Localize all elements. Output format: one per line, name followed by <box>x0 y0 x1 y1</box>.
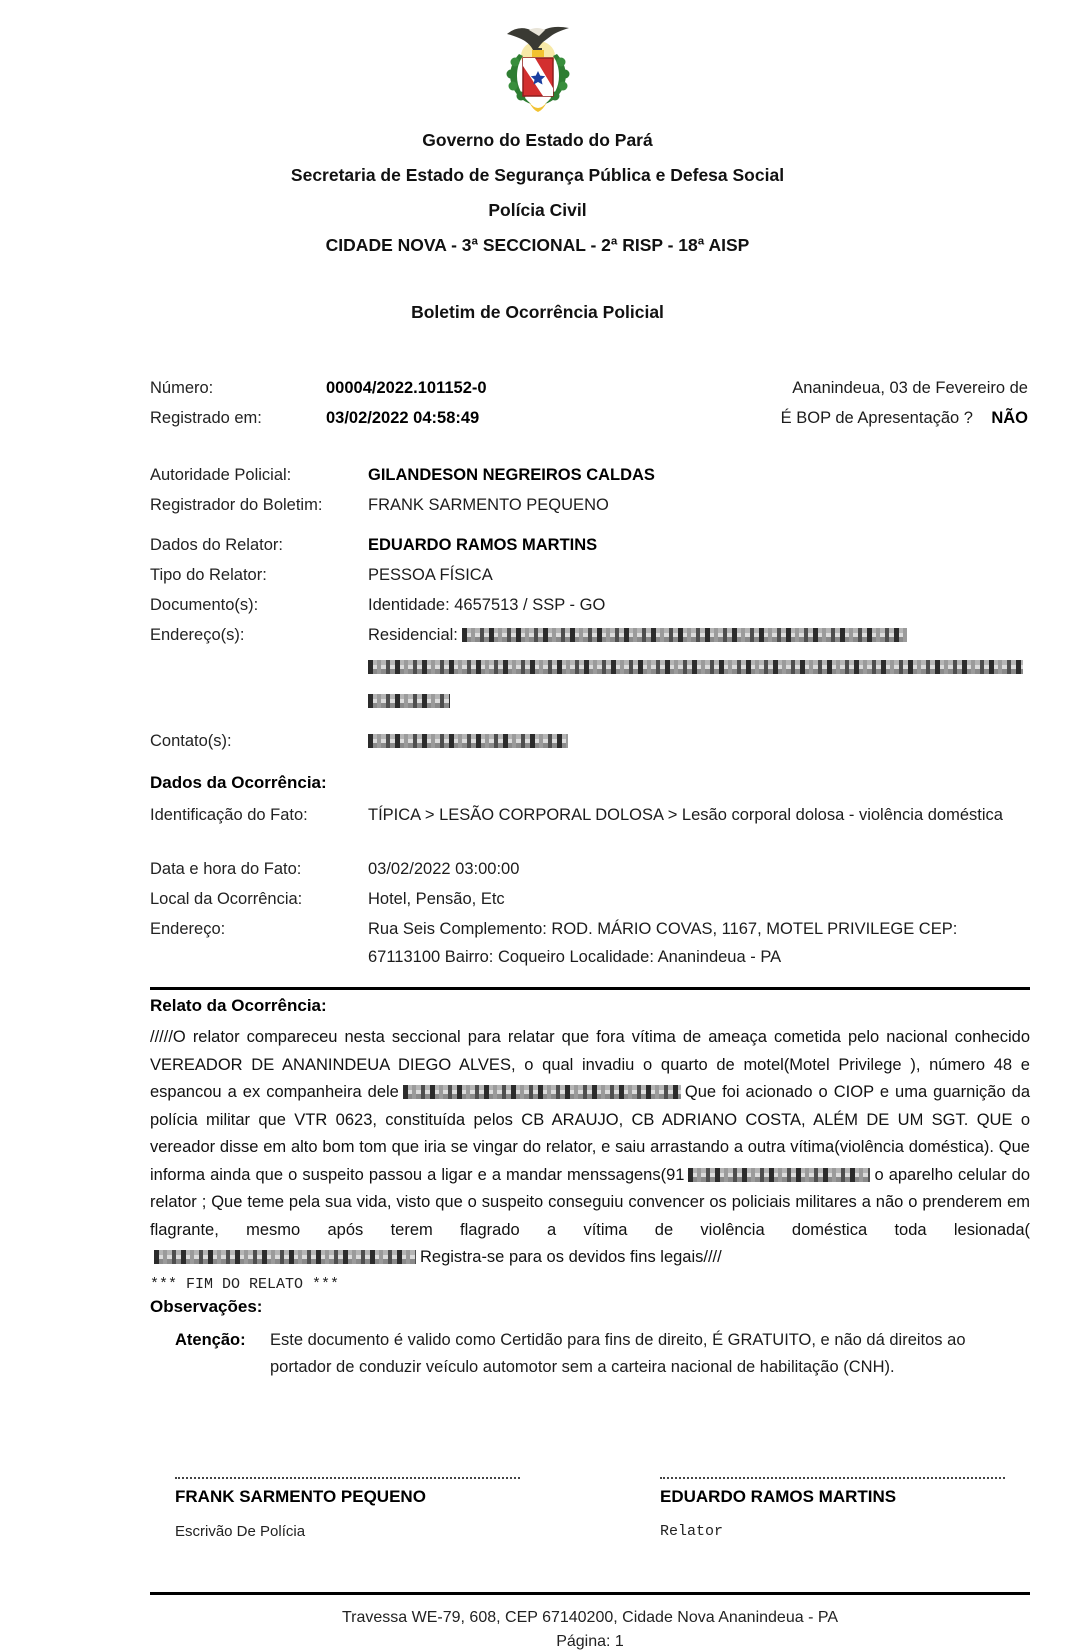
residencial-label: Residencial: <box>368 626 458 644</box>
signature-left <box>175 1477 520 1540</box>
registrador-value: FRANK SARMENTO PEQUENO <box>368 496 609 514</box>
signature-left-name: FRANK SARMENTO PEQUENO <box>175 1486 426 1506</box>
local-label: Local da Ocorrência: <box>150 890 303 908</box>
section-divider <box>150 987 1030 990</box>
signatures-block <box>150 1477 1030 1540</box>
parties-block <box>150 461 1030 755</box>
signature-left-role: Escrivão De Polícia <box>175 1522 306 1540</box>
signature-right <box>660 1477 1005 1540</box>
ocorrencia-section-title: Dados da Ocorrência: <box>150 773 327 792</box>
numero-label: Número: <box>150 379 214 397</box>
relato-section-title: Relato da Ocorrência: <box>150 996 327 1015</box>
local-value: Hotel, Pensão, Etc <box>368 890 505 908</box>
data-fato-value: 03/02/2022 03:00:00 <box>368 860 520 878</box>
redaction-block <box>368 734 568 748</box>
registrado-value: 03/02/2022 04:58:49 <box>326 409 480 427</box>
numero-value: 00004/2022.101152-0 <box>326 379 487 397</box>
redaction-block <box>154 1250 416 1264</box>
atencao-block <box>150 1327 1030 1381</box>
bop-label: É BOP de Apresentação ? <box>780 409 973 427</box>
document-title: Boletim de Ocorrência Policial <box>411 302 664 322</box>
signature-right-role: Relator <box>660 1522 724 1540</box>
identificacao-value: TÍPICA > LESÃO CORPORAL DOLOSA > Lesão corporal dolosa - violência doméstica <box>368 806 1003 824</box>
secretaria-title: Secretaria de Estado de Segurança Pública e Defesa Social <box>290 165 785 185</box>
documentos-value: Identidade: 4657513 / SSP - GO <box>368 596 606 614</box>
relato-text-2: Que foi acionado o CIOP e uma guarnição da polícia militar que VTR 0623, constituída pelos CB ARAUJO, CB ADRIANO COSTA, ALÉM DE UM SGT. QUE o vereador disse em alto bom tom que iria se vingar do relator, e saiu arrastando a outra vítima(violência doméstica). Que informa ainda que o suspeito passou a ligar e a mandar menssagens(91 <box>150 1083 1031 1184</box>
para-coat-of-arms-icon <box>499 22 577 116</box>
registration-block <box>150 375 1030 431</box>
policia-title: Polícia Civil <box>488 200 587 220</box>
footer-address: Travessa WE-79, 608, CEP 67140200, Cidade Nova Ananindeua - PA <box>341 1608 838 1626</box>
documentos-label: Documento(s): <box>150 596 259 614</box>
relato-text-4: Registra-se para os devidos fins legais//// <box>420 1248 722 1266</box>
redaction-block <box>403 1085 681 1099</box>
data-fato-label: Data e hora do Fato: <box>150 860 302 878</box>
gov-title: Governo do Estado do Pará <box>422 130 653 150</box>
bop-question <box>726 405 1030 431</box>
enderecos-label: Endereço(s): <box>150 626 245 644</box>
signature-dotted-line <box>660 1477 1005 1479</box>
endereco-fato-label: Endereço: <box>150 920 226 938</box>
registrado-label: Registrado em: <box>150 409 262 427</box>
contatos-value <box>368 727 1030 755</box>
tipo-relator-value: PESSOA FÍSICA <box>368 566 493 584</box>
enderecos-value <box>368 621 1030 721</box>
endereco-fato-value: Rua Seis Complemento: ROD. MÁRIO COVAS, 1167, MOTEL PRIVILEGE CEP: 67113100 Bairro: Coqueiro Localidade: Ananindeua - PA <box>368 920 958 966</box>
relato-text-1: /////O relator compareceu nesta seccional para relatar que fora vítima de ameaça cometida pelo nacional conhecido VEREADOR DE ANANINDEUA DIEGO ALVES, o qual invadiu o quarto de motel(Motel Privilege ), número 48 e espancou a ex companheira dele <box>150 1028 1030 1101</box>
identificacao-label: Identificação do Fato: <box>150 806 308 824</box>
tipo-relator-label: Tipo do Relator: <box>150 566 267 584</box>
city-date: Ananindeua, 03 de Fevereiro de <box>792 379 1028 397</box>
signature-right-name: EDUARDO RAMOS MARTINS <box>660 1486 897 1506</box>
footer-divider <box>150 1592 1030 1595</box>
ocorrencia-block <box>150 801 1030 971</box>
redaction-block <box>688 1168 870 1182</box>
fim-do-relato: *** FIM DO RELATO *** <box>150 1275 340 1293</box>
autoridade-value: GILANDESON NEGREIROS CALDAS <box>368 466 655 484</box>
atencao-label: Atenção: <box>175 1330 246 1349</box>
redaction-block <box>368 694 450 708</box>
relator-label: Dados do Relator: <box>150 536 283 554</box>
relator-value: EDUARDO RAMOS MARTINS <box>368 536 598 554</box>
police-report-page <box>0 22 1075 1650</box>
relato-paragraph <box>150 1024 1030 1272</box>
registrador-label: Registrador do Boletim: <box>150 496 323 514</box>
contatos-label: Contato(s): <box>150 732 232 750</box>
autoridade-label: Autoridade Policial: <box>150 466 292 484</box>
bop-value: NÃO <box>991 409 1028 427</box>
footer-page-number: Página: 1 <box>556 1632 624 1650</box>
atencao-text: Este documento é valido como Certidão para fins de direito, É GRATUITO, e não dá direitos ao portador de conduzir veículo automotor sem a carteira nacional de habilitação (CNH). <box>270 1330 966 1376</box>
redaction-block <box>368 660 1023 674</box>
relato-text-3: o aparelho celular do relator ; Que teme pela sua vida, visto que o suspeito conseguiu convencer os policiais militares a não o prenderem em flagrante, mesmo após terem flagrado a vítima de violência doméstica toda lesionada( <box>150 1165 1030 1239</box>
unidade-title: CIDADE NOVA - 3ª SECCIONAL - 2ª RISP - 18ª AISP <box>325 235 750 255</box>
signature-dotted-line <box>175 1477 520 1479</box>
observacoes-section-title: Observações: <box>150 1296 263 1316</box>
redaction-block <box>462 628 907 642</box>
